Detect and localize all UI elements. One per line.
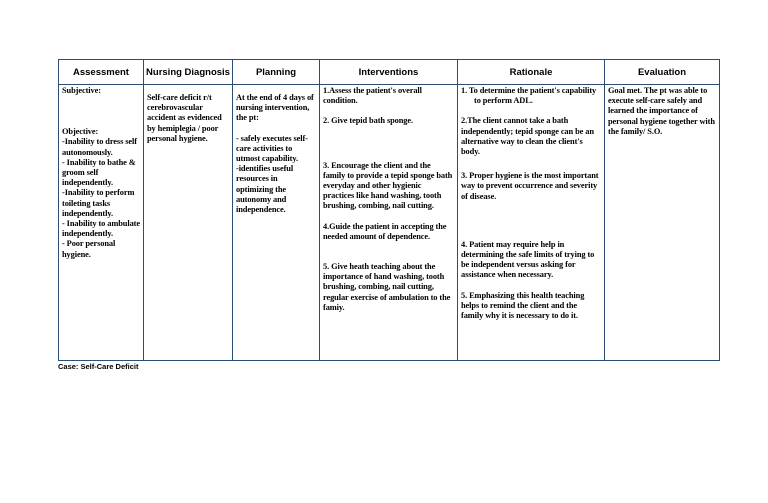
header-evaluation: Evaluation bbox=[605, 60, 720, 85]
table-row bbox=[59, 85, 720, 361]
rationale-cell bbox=[458, 85, 605, 361]
header-assessment: Assessment bbox=[59, 60, 144, 85]
interventions-cell bbox=[320, 85, 458, 361]
rationale-item: 4. Patient may require help in determining the safe limits of trying to be independent versus asking for assistance when necessary. bbox=[461, 239, 595, 280]
header-nursing-diagnosis: Nursing Diagnosis bbox=[144, 60, 233, 85]
evaluation-text: Goal met. The pt was able to execute self-care safely and learned the importance of personal hygiene together with the family/ S.O. bbox=[608, 86, 715, 136]
objective-label: Objective: bbox=[62, 127, 99, 137]
diagnosis-cell bbox=[144, 85, 233, 361]
planning-cell bbox=[233, 85, 320, 361]
rationale-item: 2.The client cannot take a bath independently; tepid sponge can be an alternative way to clean the client's body. bbox=[461, 116, 594, 157]
rationale-item: 1. To determine the patient's capability to perform ADL. bbox=[461, 86, 597, 106]
intervention-item: 3. Encourage the client and the family to provide a tepid sponge bath everyday and other hygienic practices like hand washing, tooth brushing, combing, nail cutting. bbox=[323, 160, 453, 211]
header-row bbox=[59, 60, 720, 85]
assessment-finding: -Inability to dress self autonomously. bbox=[62, 137, 137, 157]
assessment-finding: -Inability to perform toileting tasks independently. bbox=[62, 188, 135, 218]
assessment-finding: - Inability to bathe & groom self independently. bbox=[62, 157, 136, 188]
intervention-item: 5. Give heath teaching about the importance of hand washing, tooth brushing, combing, nail cutting, regular exercise of ambulation to the famiy. bbox=[323, 262, 451, 312]
rationale-item: 5. Emphasizing this health teaching helps to remind the client and the family why it is necessary to do it. bbox=[461, 290, 585, 321]
intervention-item: 4.Guide the patient in accepting the needed amount of dependence. bbox=[323, 221, 447, 241]
header-interventions: Interventions bbox=[320, 60, 458, 85]
evaluation-cell bbox=[605, 85, 720, 361]
planning-goal: At the end of 4 days of nursing intervention, the pt: bbox=[236, 93, 314, 123]
header-planning: Planning bbox=[233, 60, 320, 85]
header-rationale: Rationale bbox=[458, 60, 605, 85]
assessment-finding: - Poor personal hygiene. bbox=[62, 239, 116, 259]
assessment-cell bbox=[59, 85, 144, 361]
diagnosis-text: Self-care deficit r/t cerebrovascular accident as evidenced by hemiplegia / poor personal hygiene. bbox=[147, 93, 222, 143]
table-caption: Case: Self-Care Deficit bbox=[58, 362, 139, 371]
intervention-item: 1.Assess the patient's overall condition. bbox=[323, 86, 422, 106]
subjective-label: Subjective: bbox=[62, 86, 101, 95]
planning-outcome: - safely executes self-care activities to utmost capability. bbox=[236, 133, 308, 164]
rationale-item: 3. Proper hygiene is the most important way to prevent occurrence and severity of disease. bbox=[461, 171, 599, 201]
intervention-item: 2. Give tepid bath sponge. bbox=[323, 116, 414, 126]
assessment-finding: - Inability to ambulate independently. bbox=[62, 219, 140, 239]
nursing-care-plan-table bbox=[58, 59, 720, 361]
planning-outcome: -identifies useful resources in optimizing the autonomy and independence. bbox=[236, 164, 294, 215]
